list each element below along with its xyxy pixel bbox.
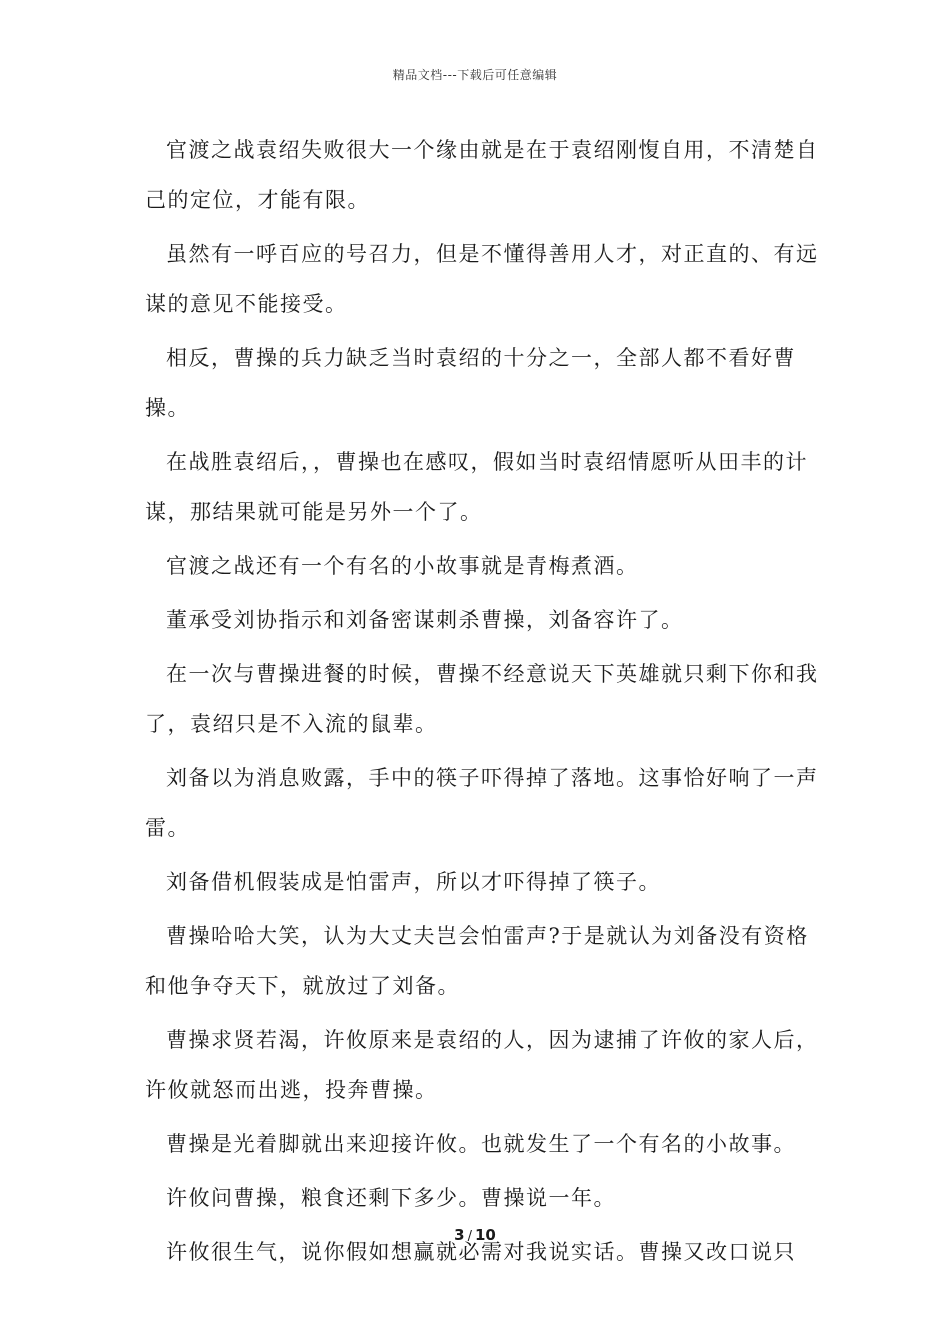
paragraph: 官渡之战袁绍失败很大一个缘由就是在于袁绍刚愎自用，不清楚自己的定位，才能有限。 bbox=[145, 138, 819, 212]
page-separator: / bbox=[467, 1229, 472, 1244]
page-header: 精品文档---下载后可任意编辑 bbox=[392, 68, 558, 82]
document-body bbox=[145, 125, 825, 1281]
paragraph: 许攸很生气，说你假如想赢就必需对我说实话。曹操又改口说只 bbox=[166, 1240, 796, 1264]
paragraph: 许攸问曹操，粮食还剩下多少。曹操说一年。 bbox=[166, 1186, 616, 1210]
paragraph: 相反，曹操的兵力缺乏当时袁绍的十分之一，全部人都不看好曹操。 bbox=[145, 346, 796, 420]
paragraph: 曹操是光着脚就出来迎接许攸。也就发生了一个有名的小故事。 bbox=[166, 1132, 796, 1156]
total-pages-number: 10 bbox=[474, 1226, 496, 1244]
current-page-number: 3 bbox=[454, 1226, 465, 1244]
paragraph: 官渡之战还有一个有名的小故事就是青梅煮酒。 bbox=[166, 554, 639, 578]
page-number bbox=[0, 1226, 950, 1244]
paragraph: 在战胜袁绍后，，曹操也在感叹，假如当时袁绍情愿听从田丰的计谋，那结果就可能是另外一个了。 bbox=[145, 450, 808, 524]
paragraph: 董承受刘协指示和刘备密谋刺杀曹操，刘备容许了。 bbox=[166, 608, 684, 632]
paragraph: 刘备借机假装成是怕雷声，所以才吓得掉了筷子。 bbox=[166, 870, 661, 894]
paragraph: 曹操求贤若渴，许攸原来是袁绍的人，因为逮捕了许攸的家人后，许攸就怒而出逃，投奔曹操。 bbox=[145, 1028, 819, 1102]
paragraph: 曹操哈哈大笑，认为大丈夫岂会怕雷声?于是就认为刘备没有资格和他争夺天下，就放过了刘备。 bbox=[145, 924, 809, 998]
paragraph: 刘备以为消息败露，手中的筷子吓得掉了落地。这事恰好响了一声雷。 bbox=[145, 766, 819, 840]
paragraph: 虽然有一呼百应的号召力，但是不懂得善用人才，对正直的、有远谋的意见不能接受。 bbox=[145, 242, 819, 316]
paragraph: 在一次与曹操进餐的时候，曹操不经意说天下英雄就只剩下你和我了，袁绍只是不入流的鼠辈。 bbox=[145, 662, 819, 736]
